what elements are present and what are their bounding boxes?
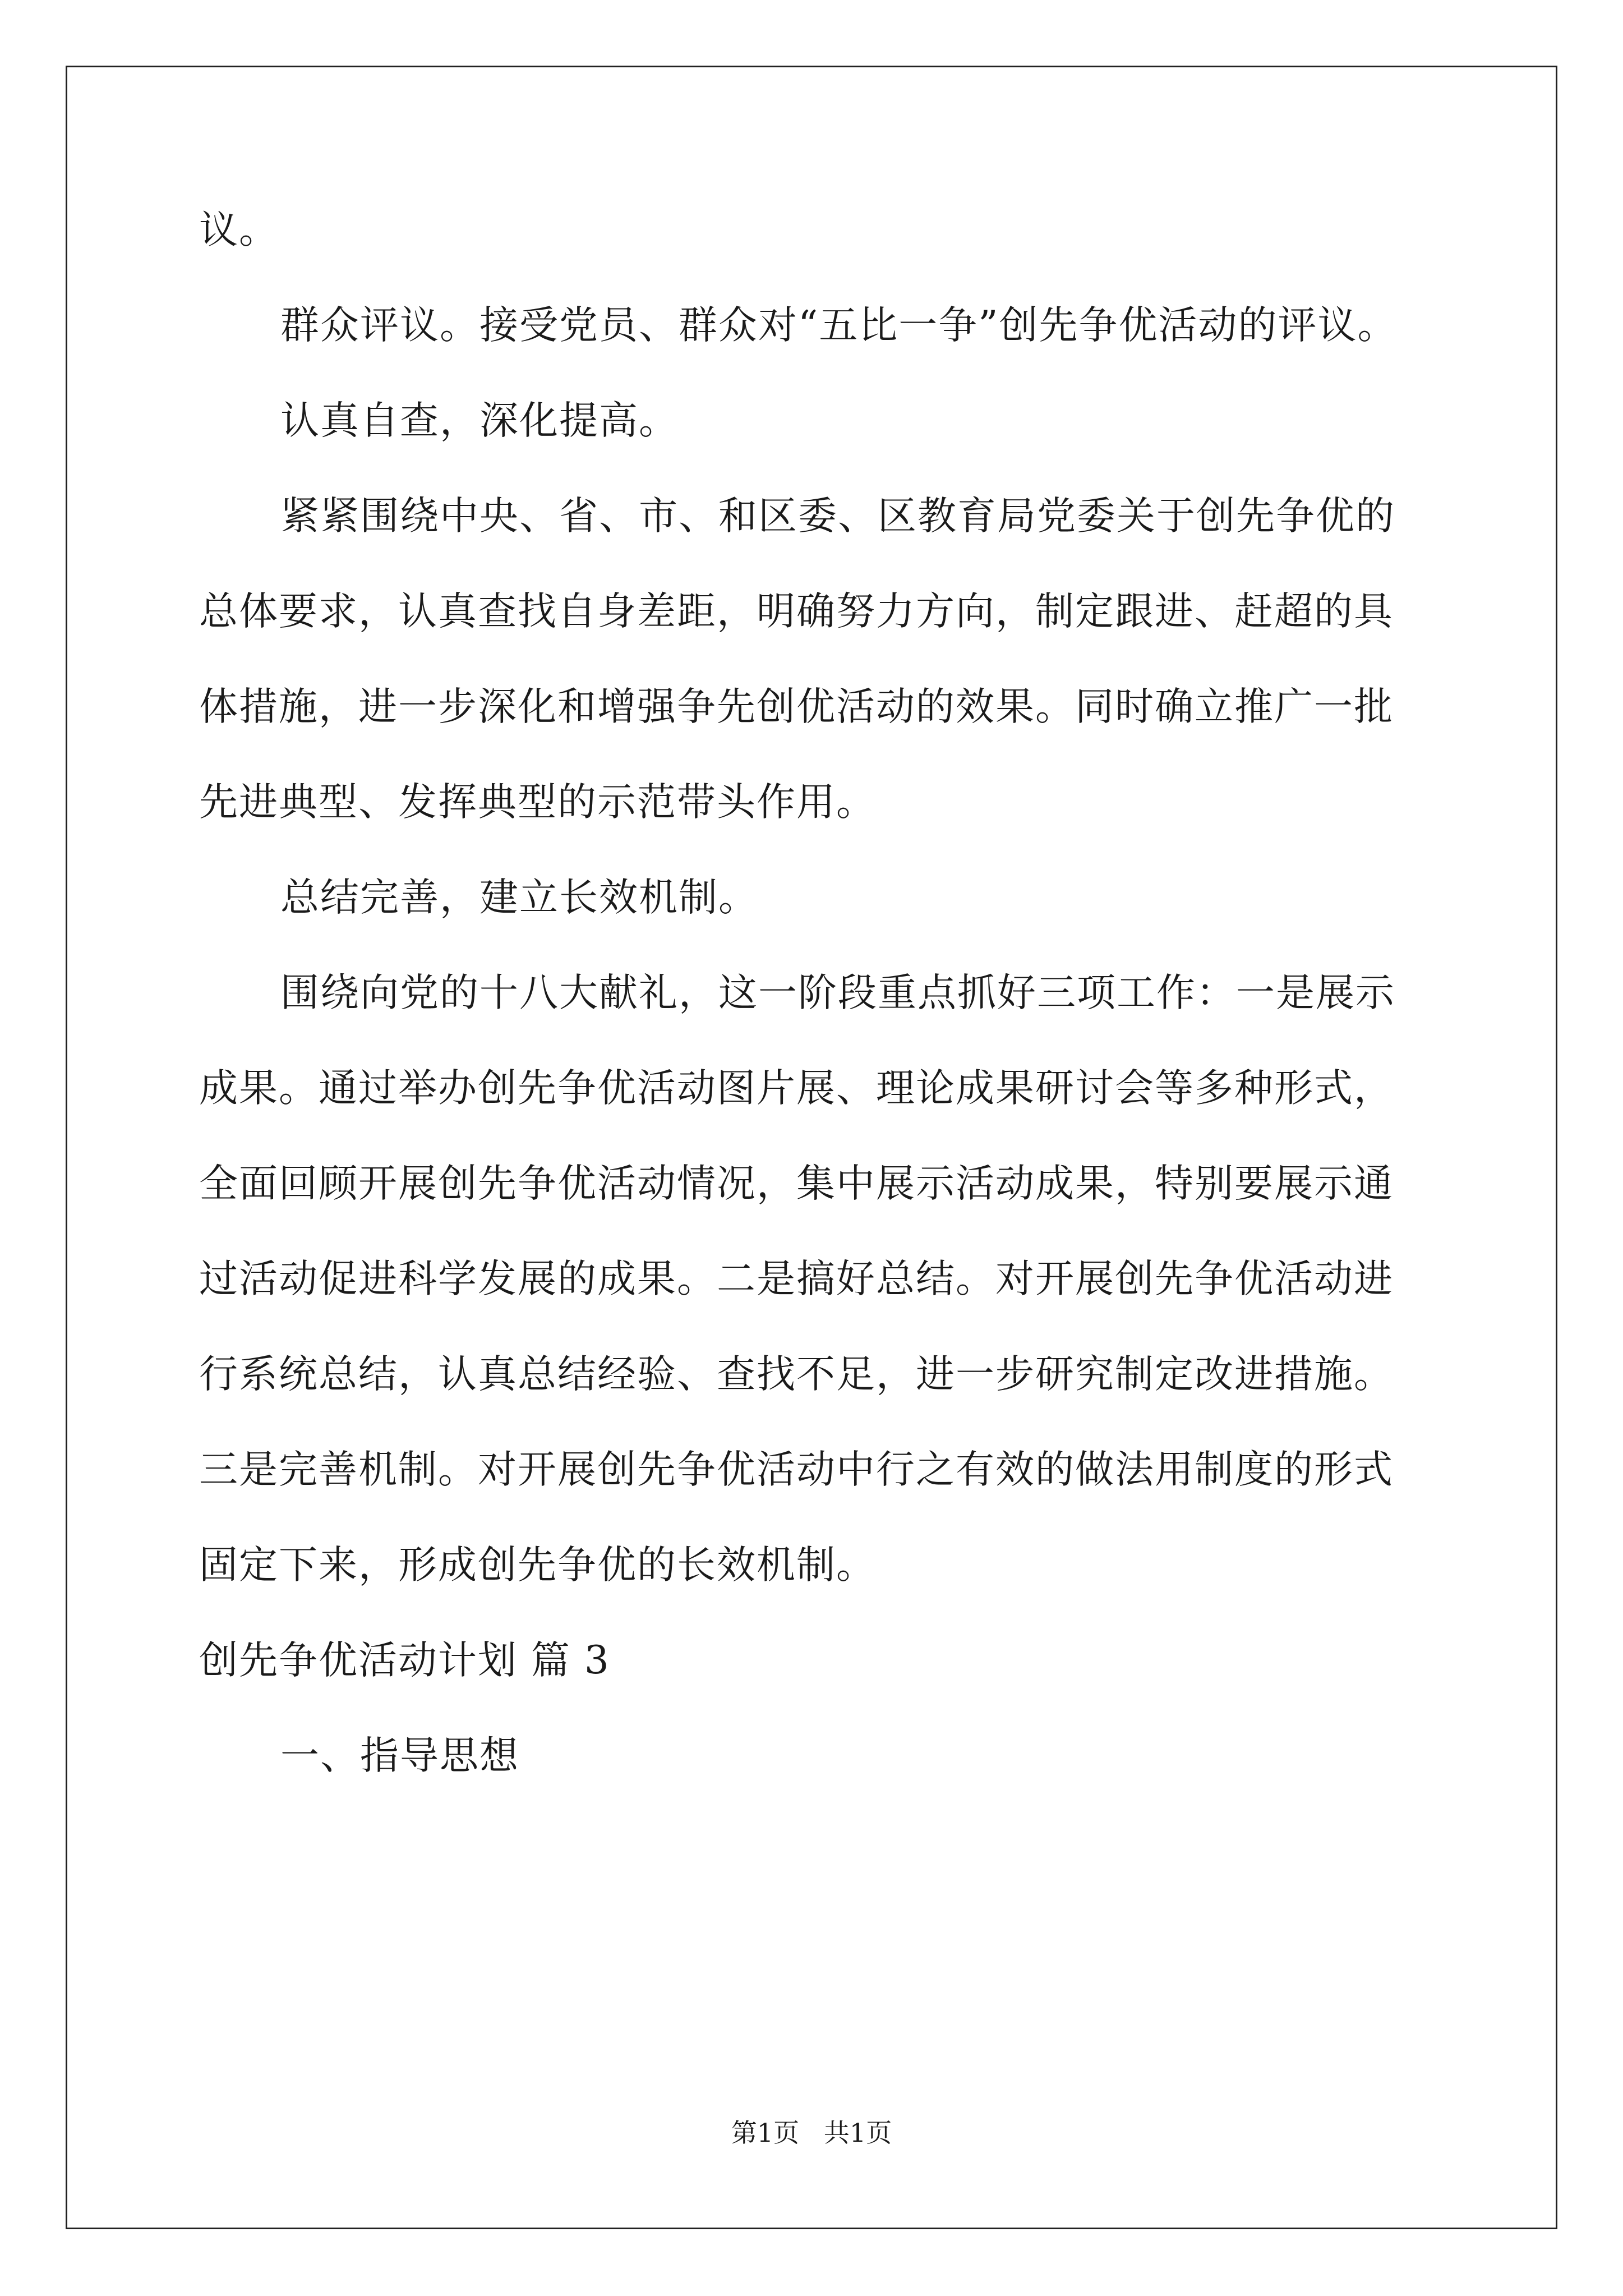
- text-line: 固定下来，形成创先争优的长效机制。: [199, 1543, 876, 1588]
- text-line: 行系统总结，认真总结经验、查找不足，进一步研究制定改进措施。: [199, 1352, 1394, 1397]
- paragraph-first-line: 认真自查，深化提高。: [280, 398, 679, 443]
- paragraph-first-line: 紧紧围绕中央、省、市、和区委、区教育局党委关于创先争优的: [280, 494, 1395, 539]
- text-line: 总体要求，认真查找自身差距，明确努力方向，制定跟进、赶超的具: [199, 589, 1394, 634]
- page-border: [66, 66, 1557, 2229]
- text-line: 体措施，进一步深化和增强争先创优活动的效果。同时确立推广一批: [199, 684, 1394, 729]
- paragraph-first-line: 总结完善，建立长效机制。: [280, 875, 758, 920]
- text-line: 全面回顾开展创先争优活动情况，集中展示活动成果，特别要展示通: [199, 1161, 1394, 1206]
- page-footer: 第1页 共1页: [731, 2118, 892, 2148]
- text-line: 先进典型、发挥典型的示范带头作用。: [199, 780, 876, 825]
- section-heading: 创先争优活动计划 篇 3: [199, 1638, 610, 1683]
- subsection-heading: 一、指导思想: [280, 1733, 519, 1778]
- text-line: 过活动促进科学发展的成果。二是搞好总结。对开展创先争优活动进: [199, 1257, 1394, 1301]
- text-line: 议。: [199, 208, 279, 252]
- paragraph-first-line: 围绕向党的十八大献礼，这一阶段重点抓好三项工作：一是展示: [280, 970, 1395, 1015]
- paragraph-first-line: 群众评议。接受党员、群众对“五比一争”创先争优活动的评议。: [280, 303, 1398, 348]
- text-line: 成果。通过举办创先争优活动图片展、理论成果研讨会等多种形式，: [199, 1066, 1394, 1111]
- text-line: 三是完善机制。对开展创先争优活动中行之有效的做法用制度的形式: [199, 1447, 1394, 1492]
